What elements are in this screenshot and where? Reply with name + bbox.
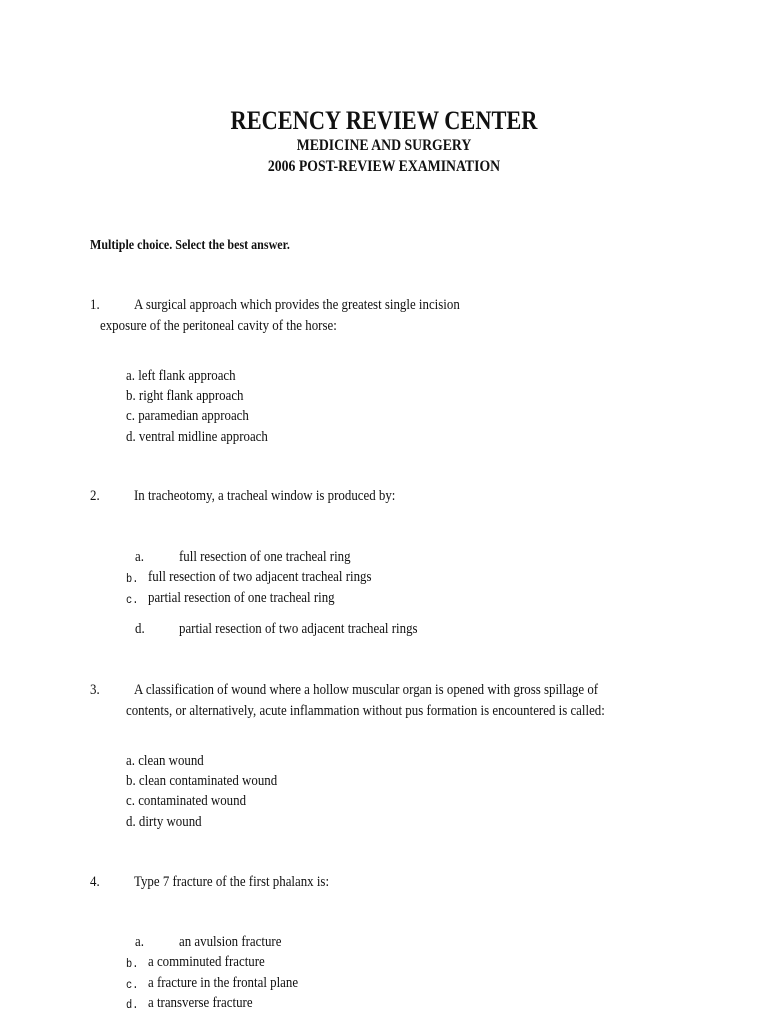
question-number: 2. bbox=[90, 488, 100, 504]
question-text: Type 7 fracture of the first phalanx is: bbox=[134, 874, 330, 890]
choice-letter: a. bbox=[126, 368, 135, 384]
exam-name: 2006 POST-REVIEW EXAMINATION bbox=[267, 158, 501, 175]
choice bbox=[126, 407, 249, 425]
choice-text: left flank approach bbox=[138, 368, 236, 384]
choice-text: contaminated wound bbox=[138, 793, 247, 809]
choice-text: clean wound bbox=[138, 753, 204, 769]
document-title: RECENCY REVIEW CENTER bbox=[230, 106, 538, 135]
question-text: contents, or alternatively, acute inflammation without pus formation is encountered is called: bbox=[126, 703, 605, 719]
choice-text: an avulsion fracture bbox=[179, 934, 282, 950]
choice-text: paramedian approach bbox=[138, 408, 249, 424]
choice-letter: b. bbox=[126, 572, 139, 586]
choice-text: full resection of two adjacent tracheal rings bbox=[148, 569, 372, 585]
choice bbox=[126, 367, 236, 385]
choice-letter: a. bbox=[135, 549, 144, 565]
choice bbox=[126, 772, 277, 790]
question-text: exposure of the peritoneal cavity of the horse: bbox=[100, 318, 337, 334]
choice-text: a fracture in the frontal plane bbox=[148, 975, 299, 991]
question-number: 4. bbox=[90, 874, 100, 890]
choice-letter: c. bbox=[126, 593, 139, 607]
choice-text: dirty wound bbox=[138, 814, 202, 830]
choice-letter: c. bbox=[126, 793, 135, 809]
question-text: A surgical approach which provides the greatest single incision bbox=[134, 297, 460, 313]
choice-letter: b. bbox=[126, 388, 136, 404]
instructions: Multiple choice. Select the best answer. bbox=[90, 238, 290, 253]
choice-text: right flank approach bbox=[138, 388, 244, 404]
choice-letter: a. bbox=[135, 934, 144, 950]
choice bbox=[126, 813, 202, 831]
choice-letter: b. bbox=[126, 773, 136, 789]
choice-letter: d. bbox=[126, 814, 136, 830]
choice-letter: d. bbox=[126, 998, 139, 1012]
choice-text: partial resection of two adjacent tracheal rings bbox=[179, 621, 418, 637]
choice-text: ventral midline approach bbox=[138, 429, 268, 445]
choice-text: a comminuted fracture bbox=[148, 954, 265, 970]
choice bbox=[126, 792, 246, 810]
question-number: 1. bbox=[90, 297, 100, 313]
question-text: In tracheotomy, a tracheal window is produced by: bbox=[134, 488, 396, 504]
choice bbox=[126, 752, 204, 770]
question-number: 3. bbox=[90, 682, 100, 698]
choice-letter: c. bbox=[126, 408, 135, 424]
choice-text: clean contaminated wound bbox=[138, 773, 278, 789]
choice-text: full resection of one tracheal ring bbox=[179, 549, 351, 565]
document-subtitle: MEDICINE AND SURGERY bbox=[296, 137, 472, 154]
choice bbox=[126, 428, 268, 446]
choice-letter: c. bbox=[126, 978, 139, 992]
choice bbox=[126, 387, 243, 405]
choice-letter: d. bbox=[126, 429, 136, 445]
question-text: A classification of wound where a hollow muscular organ is opened with gross spillage of bbox=[134, 682, 599, 698]
choice-letter: d. bbox=[135, 621, 145, 637]
choice-letter: a. bbox=[126, 753, 135, 769]
choice-text: a transverse fracture bbox=[148, 995, 253, 1011]
choice-text: partial resection of one tracheal ring bbox=[148, 590, 335, 606]
choice-letter: b. bbox=[126, 957, 139, 971]
